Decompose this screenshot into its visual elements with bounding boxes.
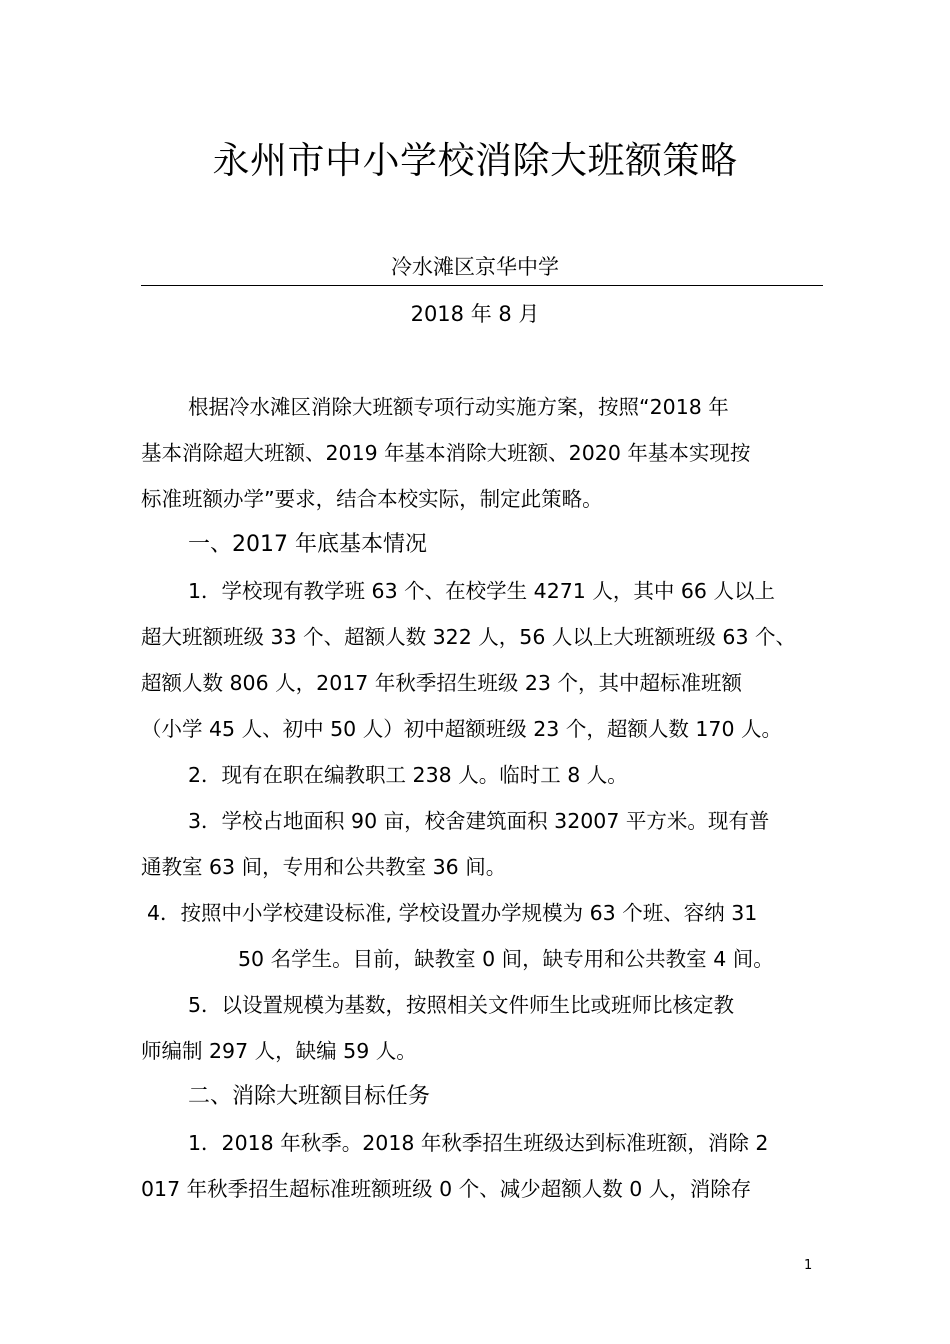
item3-line-2: 通教室 63 间，专用和公共教室 36 间。 [141,855,507,879]
intro-line-1: 根据冷水滩区消除大班额专项行动实施方案，按照“2018 年 [188,395,729,419]
item1-line-3: 超额人数 806 人，2017 年秋季招生班级 23 个，其中超标准班额 [141,671,742,695]
item6-line-1: 1．2018 年秋季。2018 年秋季招生班级达到标准班额，消除 2 [188,1131,769,1155]
item2-line-1: 2．现有在职在编教职工 238 人。临时工 8 人。 [188,763,628,787]
document-title: 永州市中小学校消除大班额策略 [212,139,738,182]
item5-line-1: 5．以设置规模为基数，按照相关文件师生比或班师比核定教 [188,993,735,1017]
item1-line-4: （小学 45 人、初中 50 人）初中超额班级 23 个，超额人数 170 人。 [141,717,783,741]
organization-name: 冷水滩区京华中学 [391,255,559,279]
item4-line-2: 50 名学生。目前，缺教室 0 间，缺专用和公共教室 4 间。 [238,947,774,971]
page-number: 1 [804,1258,813,1273]
section-heading-2: 二、消除大班额目标任务 [188,1084,431,1109]
intro-line-3: 标准班额办学”要求，结合本校实际，制定此策略。 [141,487,603,511]
item1-line-1: 1．学校现有教学班 63 个、在校学生 4271 人，其中 66 人以上 [188,579,775,603]
intro-line-2: 基本消除超大班额、2019 年基本消除大班额、2020 年基本实现按 [141,441,751,465]
item6-line-2: 017 年秋季招生超标准班额班级 0 个、减少超额人数 0 人，消除存 [141,1177,752,1201]
item4-line-1: 4．按照中小学校建设标准, 学校设置办学规模为 63 个班、容纳 31 [147,901,758,925]
item1-line-2: 超大班额班级 33 个、超额人数 322 人，56 人以上大班额班级 63 个、 [141,625,796,649]
item3-line-1: 3．学校占地面积 90 亩，校舍建筑面积 32007 平方米。现有普 [188,809,770,833]
divider-line [141,285,823,286]
item5-line-2: 师编制 297 人，缺编 59 人。 [141,1039,417,1063]
document-date: 2018 年 8 月 [410,302,540,326]
section-heading-1: 一、2017 年底基本情况 [188,532,427,557]
